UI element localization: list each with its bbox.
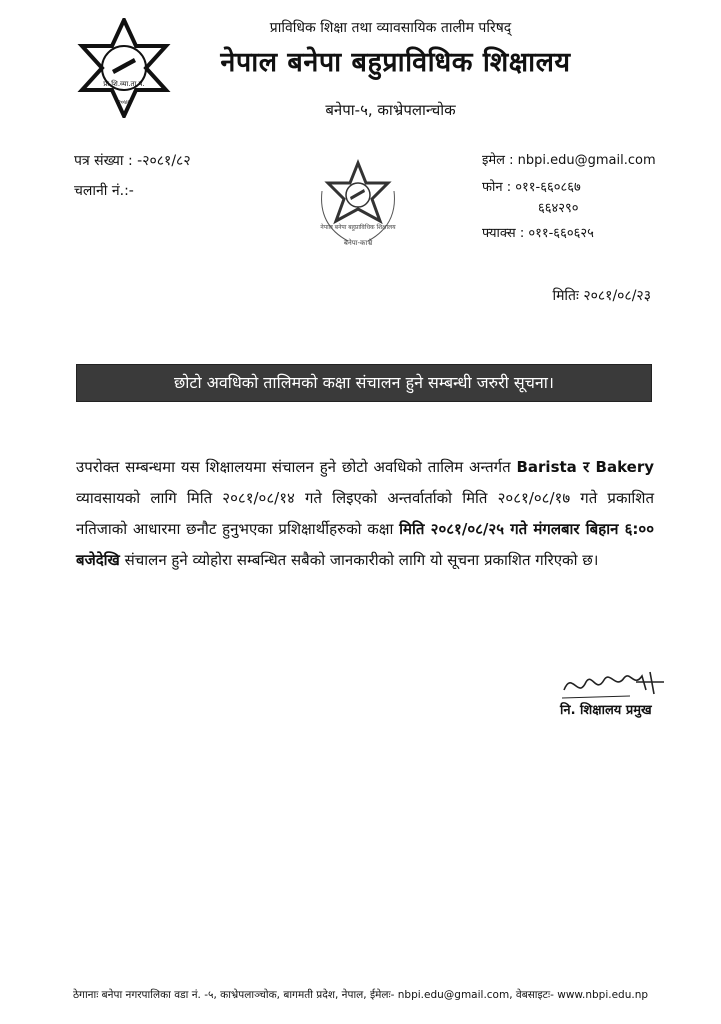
- body-bold-1: Barista र Bakery: [516, 458, 655, 476]
- phone-secondary: ६६४२९०: [538, 201, 579, 216]
- council-name: प्राविधिक शिक्षा तथा व्यावसायिक तालीम परिषद्: [269, 20, 512, 36]
- institute-address: बनेपा-५, काभ्रेपलान्चोक: [325, 101, 456, 119]
- notice-title-banner: छोटो अवधिको तालिमको कक्षा संचालन हुने सम्बन्धी जरुरी सूचना।: [76, 364, 652, 402]
- logo-year-text: २०४६: [117, 99, 131, 106]
- official-seal: [308, 155, 408, 255]
- body-part-2: व्यावसायको लागि मिति २०८१/०८/१४ गते लिइएको अन्तर्वार्ताको मिति २०८१/०८/१७ गते प्रकाशित नतिजाको आधारमा छनौट हुनुभएका प्रशिक्षार्थीहरुको कक्षा: [76, 489, 654, 538]
- footer-address: ठेगानाः बनेपा नगरपालिका वडा नं. -५, काभ्रेपलाञ्चोक, बागमती प्रदेश, नेपाल, ईमेलः- nbpi.edu@gmail.com, वेबसाइटः- www.nbpi.edu.np: [72, 989, 649, 1001]
- contact-block: [482, 150, 656, 244]
- fax-line: फ्याक्स : ०११-६६०६२५: [482, 226, 594, 241]
- email-label: इमेल :: [482, 153, 514, 168]
- institute-name: नेपाल बनेपा बहुप्राविधिक शिक्षालय: [220, 47, 571, 78]
- reference-block: [74, 146, 191, 206]
- phone-line: फोन : ०११-६६०८६७: [482, 180, 581, 195]
- seal-ring-text: नेपाल बनेपा बहुप्राविधिक शिक्षालय: [320, 224, 396, 231]
- letter-number: पत्र संख्या : -२०८१/८२: [74, 153, 191, 169]
- notice-date: मितिः २०८१/०८/२३: [552, 288, 651, 304]
- signatory-title: नि. शिक्षालय प्रमुख: [560, 703, 652, 718]
- body-part-3: संचालन हुने व्योहोरा सम्बन्धित सबैको जानकारीको लागि यो सूचना प्रकाशित गरिएको छ।: [119, 551, 599, 569]
- body-bold-2: मिति २०८१/०८/२५ गते मंगलबार बिहान ६:०० बजेदेखि: [76, 520, 654, 569]
- dispatch-number: चलानी नं.:-: [74, 183, 134, 199]
- email-address: nbpi.edu@gmail.com: [517, 153, 656, 168]
- seal-place-text: बनेपा-काभ्रे: [343, 239, 373, 247]
- notice-body: [76, 452, 654, 576]
- logo-emblem-text: प्रा.शि.व्या.ता.प.: [103, 80, 145, 88]
- body-part-1: उपरोक्त सम्बन्धमा यस शिक्षालयमा संचालन हुने छोटो अवधिको तालिम अन्तर्गत: [76, 458, 517, 476]
